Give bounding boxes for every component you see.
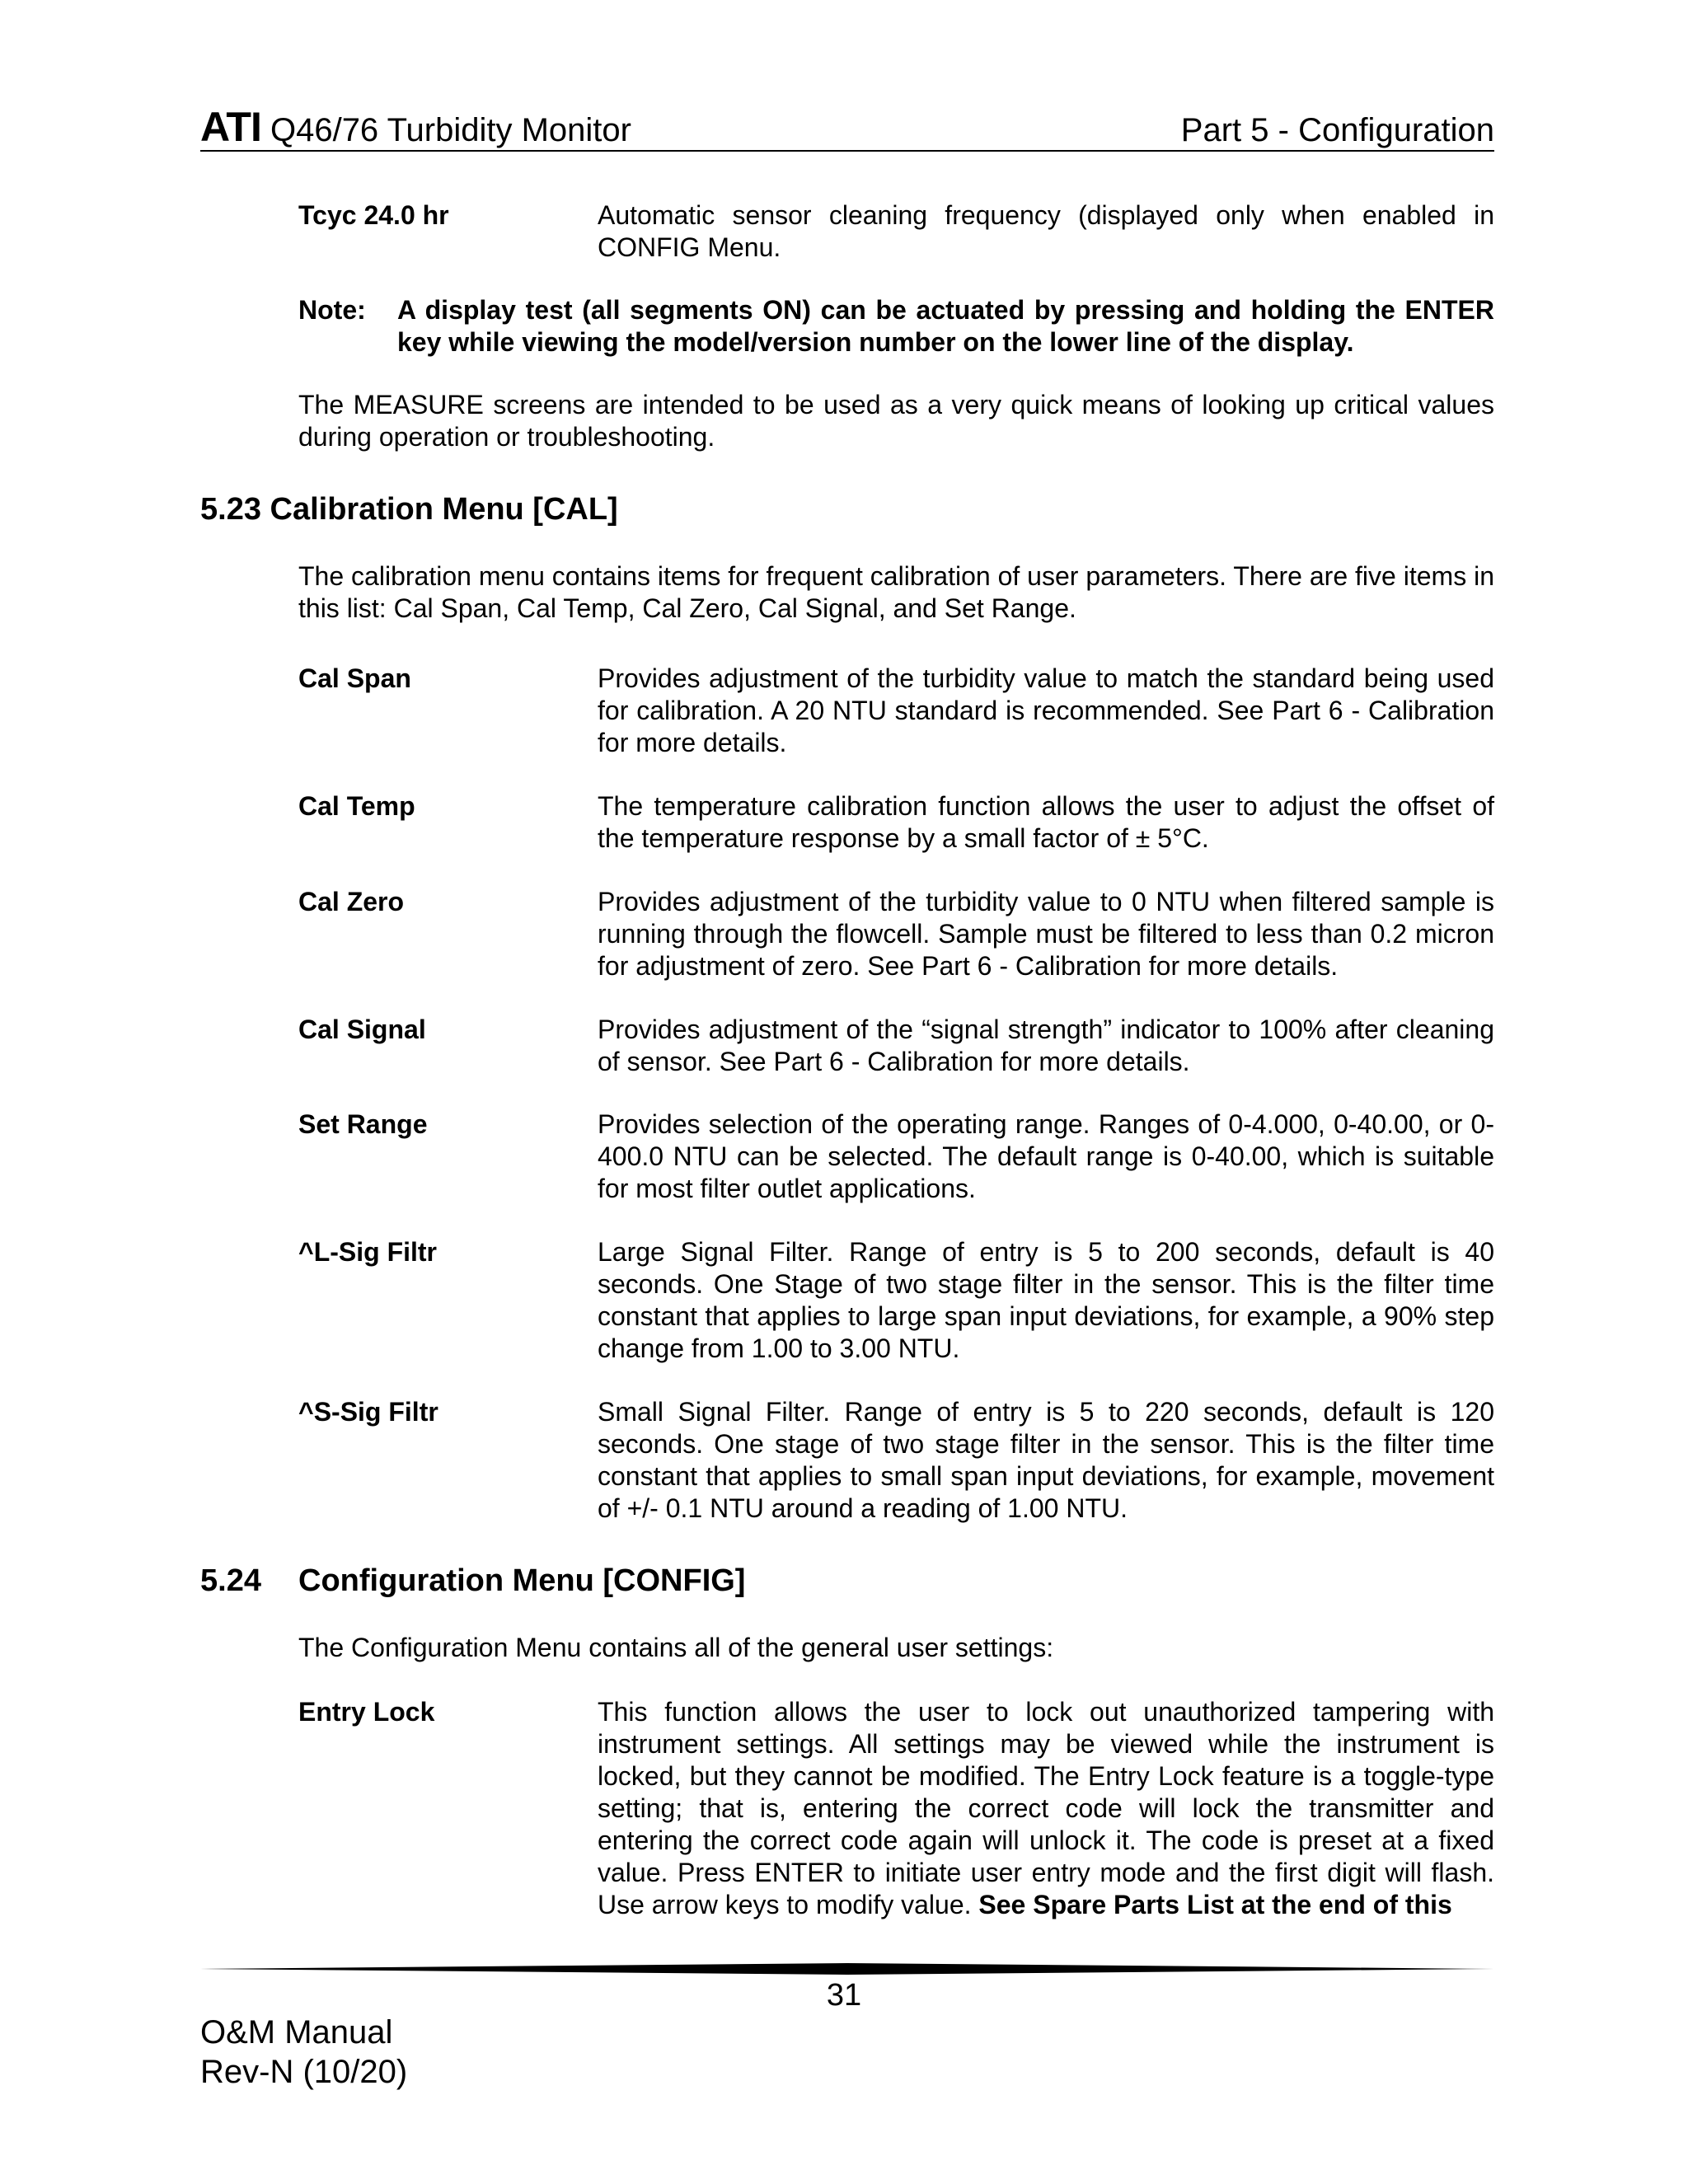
measure-paragraph: The MEASURE screens are intended to be used as a very quick means of looking up critical values during operation or troubleshooting. — [298, 390, 1494, 452]
entry-lock-text: This function allows the user to lock out unauthorized tampering with instrument settings. All settings may be viewed while the instrument is locked, but they cannot be modified. The Entry Lock feature is a toggle-type setting; that is, entering the correct code will lock the transmitter and entering the correct code again will unlock it. The code is preset at a fixed value. Press ENTER to initiate user entry mode and the first digit will flash. Use arrow keys to modify value. — [598, 1697, 1494, 1919]
section-number-configuration: 5.24 — [200, 1563, 261, 1598]
definition-entry-lock — [598, 1696, 1494, 1921]
section-heading-calibration: 5.23 Calibration Menu [CAL] — [200, 492, 618, 527]
brand-logo-text: ATI — [200, 104, 261, 150]
term-entry-lock: Entry Lock — [298, 1697, 435, 1727]
definition-cal-span: Provides adjustment of the turbidity value to match the standard being used for calibration. A 20 NTU standard is recommended. See Part 6 - Calibration for more details. — [598, 663, 1494, 757]
calibration-intro: The calibration menu contains items for frequent calibration of user parameters. There are five items in this list: Cal Span, Cal Temp, Cal Zero, Cal Signal, and Set Range. — [298, 561, 1494, 623]
term-set-range: Set Range — [298, 1109, 428, 1139]
configuration-intro: The Configuration Menu contains all of the general user settings: — [298, 1633, 1054, 1662]
definition-cal-signal: Provides adjustment of the “signal strength” indicator to 100% after cleaning of sensor. See Part 6 - Calibration for more details. — [598, 1015, 1494, 1076]
note-label: Note: — [298, 295, 366, 325]
entry-lock-bold-text: See Spare Parts List at the end of this — [978, 1890, 1452, 1919]
section-heading-configuration: Configuration Menu [CONFIG] — [298, 1563, 746, 1598]
footer-rule — [200, 1963, 1494, 1975]
definition-s-sig-filtr: Small Signal Filter. Range of entry is 5 to 220 seconds, default is 120 seconds. One stage of two stage filter in the sensor. This is the filter time constant that applies to small span input deviations, for example, movement of +/- 0.1 NTU around a reading of 1.00 NTU. — [598, 1397, 1494, 1523]
term-l-sig-filtr: ^L-Sig Filtr — [298, 1237, 437, 1267]
page-number: 31 — [826, 1978, 862, 2013]
manual-revision: Rev-N (10/20) — [200, 2054, 408, 2090]
definition-set-range: Provides selection of the operating range. Ranges of 0-4.000, 0-40.00, or 0-400.0 NTU can be selected. The default range is 0-40.00, which is suitable for most filter outlet applications. — [598, 1109, 1494, 1203]
section-title: Part 5 - Configuration — [1180, 112, 1494, 148]
definition-l-sig-filtr: Large Signal Filter. Range of entry is 5 to 200 seconds, default is 40 seconds. One Stage of two stage filter in the sensor. This is the filter time constant that applies to large span input deviations, for example, a 90% step change from 1.00 to 3.00 NTU. — [598, 1237, 1494, 1363]
manual-info — [200, 2013, 407, 2092]
term-tcyc: Tcyc 24.0 hr — [298, 200, 449, 230]
term-cal-temp: Cal Temp — [298, 791, 415, 821]
term-cal-zero: Cal Zero — [298, 887, 405, 916]
header-title — [200, 104, 631, 150]
definition-cal-zero: Provides adjustment of the turbidity value to 0 NTU when filtered sample is running through the flowcell. Sample must be filtered to less than 0.2 micron for adjustment of zero. See Part 6 - Calibration for more details. — [598, 887, 1494, 981]
note-text: A display test (all segments ON) can be actuated by pressing and holding the ENTER key while viewing the model/version number on the lower line of the display. — [397, 295, 1494, 357]
term-cal-signal: Cal Signal — [298, 1015, 426, 1044]
definition-tcyc: Automatic sensor cleaning frequency (displayed only when enabled in CONFIG Menu. — [598, 200, 1494, 262]
product-name: Q46/76 Turbidity Monitor — [270, 112, 631, 148]
term-cal-span: Cal Span — [298, 663, 411, 693]
term-s-sig-filtr: ^S-Sig Filtr — [298, 1397, 438, 1427]
manual-title: O&M Manual — [200, 2014, 393, 2050]
page-header — [200, 101, 1494, 152]
definition-cal-temp: The temperature calibration function allows the user to adjust the offset of the temperature response by a small factor of ± 5°C. — [598, 791, 1494, 853]
